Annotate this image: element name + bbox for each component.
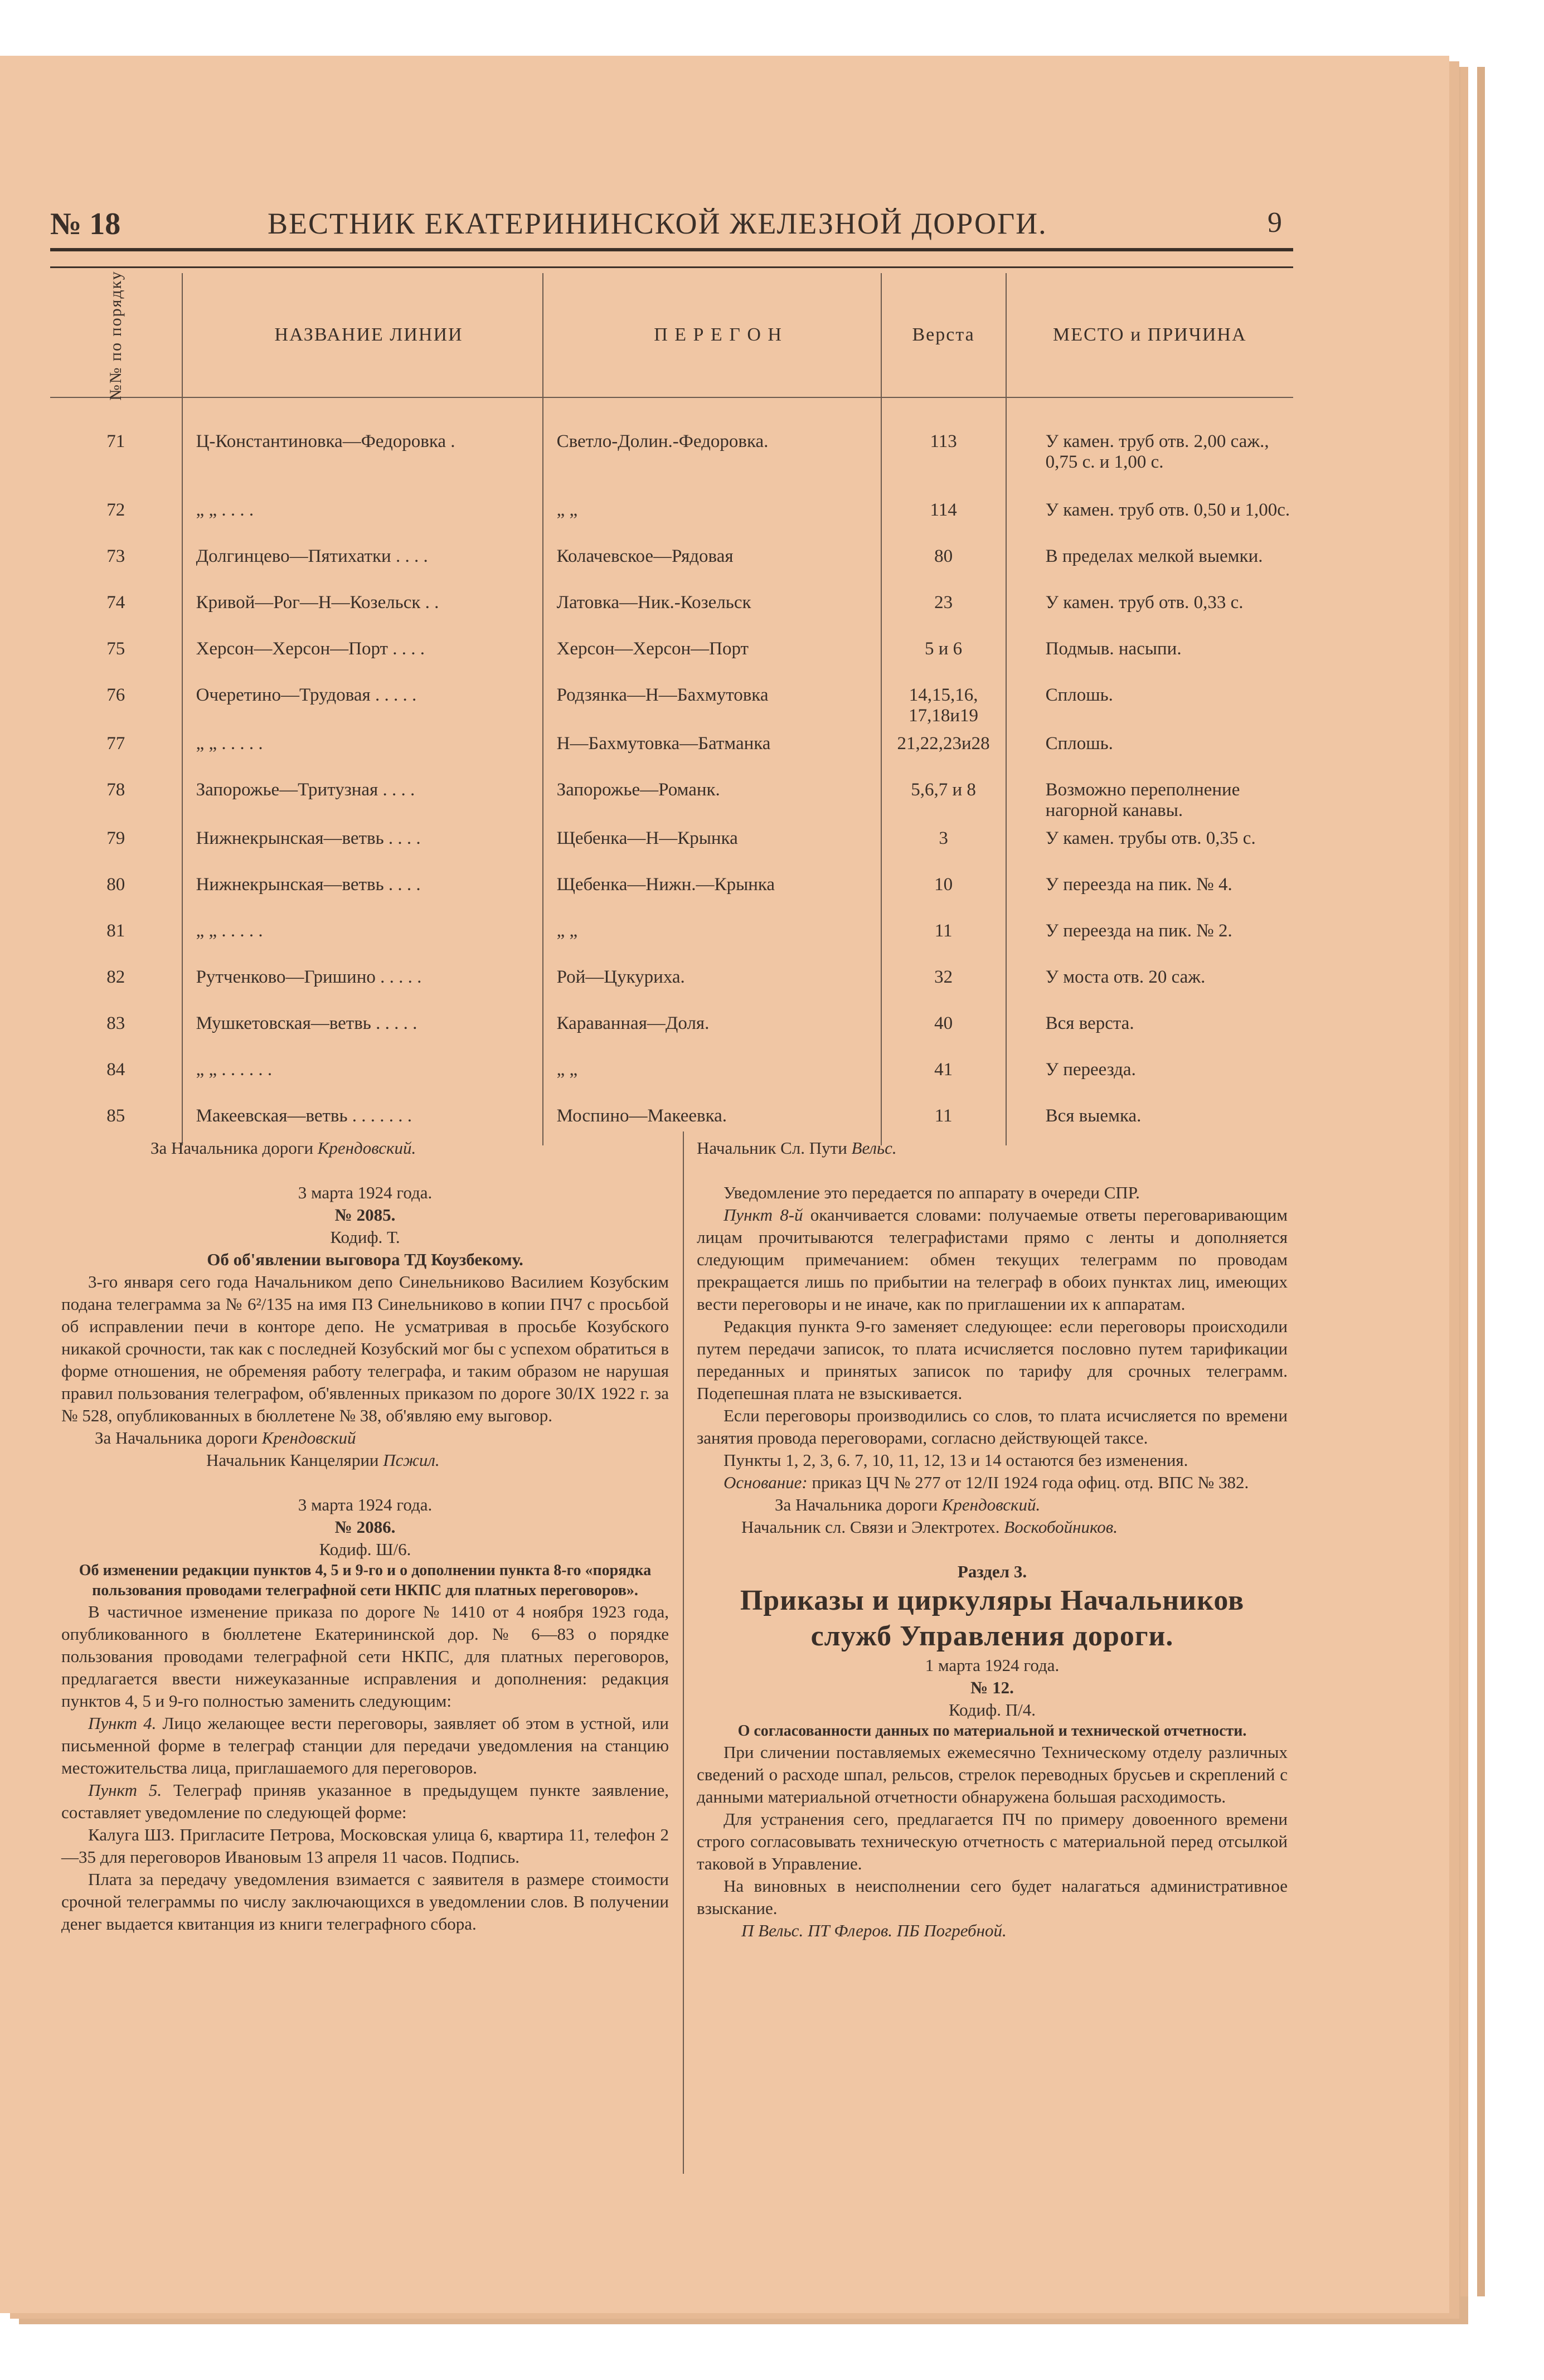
example-text: Калуга ШЗ. Пригласите Петрова, Московская улица 6, квартира 11, телефон 2—35 для переговоров Ивановым 13 апреля 11 часов. Подпись. bbox=[61, 1825, 669, 1867]
order-number: № 2086. bbox=[334, 1517, 396, 1537]
order-body: Редакция пункта 9-го заменяет следующее: если переговоры происходили путем передачи записок, то плата исчисляется пословно путем тарификации переданных и принятых записок по тарифу для срочных телеграмм. Подепешная плата не взыскивается. bbox=[697, 1317, 1288, 1403]
order-codif: Кодиф. Т. bbox=[330, 1227, 400, 1247]
order-body: Уведомление это передается по аппарату в очереди СПР. bbox=[724, 1183, 1140, 1202]
row-number: 82 bbox=[106, 967, 125, 987]
order-body: Пункты 1, 2, 3, 6. 7, 10, 11, 12, 13 и 14 остаются без изменения. bbox=[724, 1450, 1188, 1470]
line-name: Долгинцево—Пятихатки . . . . bbox=[182, 540, 543, 586]
line-name: Херсон—Херсон—Порт . . . . bbox=[182, 632, 543, 678]
reason-text: У камен. трубы отв. 0,35 с. bbox=[1006, 822, 1293, 868]
line-name: Запорожье—Тритузная . . . . bbox=[182, 773, 543, 822]
versta-value: 23 bbox=[881, 586, 1006, 632]
reason-text: Подмыв. насыпи. bbox=[1006, 632, 1293, 678]
section-label: Раздел 3. bbox=[957, 1562, 1027, 1581]
order-body: На виновных в неисполнении сего будет налагаться административное взыскание. bbox=[697, 1876, 1288, 1918]
reason-text: У камен. труб отв. 2,00 саж., 0,75 с. и 1,00 с. bbox=[1006, 397, 1293, 493]
header-rule bbox=[50, 266, 1293, 268]
order-paragraph: Пункт 8-й оканчивается словами: получаемые ответы переговаривающим лицам прочитываются телеграфистами прямо с ленты и дополняется следующим примечанием: обмен текущих телеграмм по проводам прекращается лишь по прибытии на телеграф в обоих пунктах лиц, имеющих вести переговоры и не иначе, как по приглашении их к аппаратам. bbox=[697, 1205, 1288, 1314]
peregon-name: Колачевское—Рядовая bbox=[543, 540, 881, 586]
reason-text: Вся выемка. bbox=[1006, 1099, 1293, 1145]
reason-text: В пределах мелкой выемки. bbox=[1006, 540, 1293, 586]
peregon-name: „ „ bbox=[543, 493, 881, 540]
peregon-name: Моспино—Макеевка. bbox=[543, 1099, 881, 1145]
peregon-name: Рой—Цукуриха. bbox=[543, 960, 881, 1007]
column-divider bbox=[683, 1131, 684, 2174]
col-header-line: НАЗВАНИЕ ЛИНИИ bbox=[182, 273, 543, 397]
line-name: „ „ . . . . . bbox=[182, 914, 543, 960]
reason-text: Сплошь. bbox=[1006, 727, 1293, 773]
peregon-name: Латовка—Ник.-Козельск bbox=[543, 586, 881, 632]
peregon-name: Н—Бахмутовка—Батманка bbox=[543, 727, 881, 773]
versta-value: 14,15,16, 17,18и19 bbox=[881, 678, 1006, 727]
order-title: О согласованности данных по материальной и технической отчетности. bbox=[737, 1722, 1247, 1740]
line-name: „ „ . . . . . bbox=[182, 727, 543, 773]
signature-line: Начальник Сл. Пути Вельс. bbox=[697, 1138, 897, 1158]
peregon-name: Родзянка—Н—Бахмутовка bbox=[543, 678, 881, 727]
row-number: 76 bbox=[106, 685, 125, 705]
reason-text: Сплошь. bbox=[1006, 678, 1293, 727]
order-codif: Кодиф. Ш/6. bbox=[319, 1539, 411, 1559]
table-row bbox=[50, 397, 1293, 493]
order-codif: Кодиф. П/4. bbox=[949, 1700, 1036, 1720]
order-number: № 12. bbox=[970, 1678, 1014, 1697]
row-number: 83 bbox=[106, 1013, 125, 1033]
peregon-name: Херсон—Херсон—Порт bbox=[543, 632, 881, 678]
page-edge bbox=[1477, 67, 1485, 2296]
order-date: 1 марта 1924 года. bbox=[925, 1655, 1060, 1675]
versta-value: 41 bbox=[881, 1053, 1006, 1099]
order-body: Плата за передачу уведомления взимается с заявителя в размере стоимости срочной телеграммы по числу заключающихся в уведомлении слов. В получении денег выдается квитанция из книги телеграфного сбора. bbox=[61, 1869, 669, 1934]
order-paragraph: Пункт 4. Лицо желающее вести переговоры, заявляет об этом в устной, или письменной форме в телеграф станции для передачи уведомления на станцию местожительства лица, приглашаемого для переговоров. bbox=[61, 1713, 669, 1777]
row-number: 74 bbox=[106, 592, 125, 613]
line-name: Кривой—Рог—Н—Козельск . . bbox=[182, 586, 543, 632]
col-header-reason: МЕСТО и ПРИЧИНА bbox=[1006, 273, 1293, 397]
peregon-name: „ „ bbox=[543, 1053, 881, 1099]
row-number: 85 bbox=[106, 1106, 125, 1126]
order-date: 3 марта 1924 года. bbox=[298, 1183, 433, 1202]
order-body: Для устранения сего, предлагается ПЧ по примеру довоенного времени строго согласовывать техническую отчетность с материальной перед отсылкой таковой в Управление. bbox=[697, 1809, 1288, 1873]
versta-value: 5,6,7 и 8 bbox=[881, 773, 1006, 822]
versta-value: 21,22,23и28 bbox=[881, 727, 1006, 773]
peregon-name: Щебенка—Н—Крынка bbox=[543, 822, 881, 868]
distance-table bbox=[50, 270, 1293, 1145]
peregon-name: Запорожье—Романк. bbox=[543, 773, 881, 822]
row-number: 72 bbox=[106, 500, 125, 520]
row-number: 81 bbox=[106, 921, 125, 941]
table-row bbox=[50, 960, 1293, 1007]
reason-text: Вся верста. bbox=[1006, 1007, 1293, 1053]
section-title: Приказы и циркуляры Начальников служб Управления дороги. bbox=[740, 1585, 1245, 1652]
table-row bbox=[50, 586, 1293, 632]
peregon-name: Светло-Долин.-Федоровка. bbox=[543, 397, 881, 493]
order-body: В частичное изменение приказа по дороге № 1410 от 4 ноября 1923 года, опубликованного в бюллетене Екатерининской дор. № 6—83 о порядке пользования проводами телеграфной сети НКПС, для платных переговоров, предлагается ввести нижеуказанные исправления и дополнения: редакция пунктов 4, 5 и 9-го полностью заменить следующим: bbox=[61, 1602, 669, 1711]
row-number: 80 bbox=[106, 875, 125, 895]
reason-text: У переезда на пик. № 4. bbox=[1006, 868, 1293, 914]
line-name: Нижнекрынская—ветвь . . . . bbox=[182, 822, 543, 868]
table-row bbox=[50, 868, 1293, 914]
versta-value: 32 bbox=[881, 960, 1006, 1007]
row-number: 73 bbox=[106, 546, 125, 566]
signature-line: Начальник Канцелярии Псжил. bbox=[206, 1450, 440, 1470]
reason-text: Возможно переполнение нагорной канавы. bbox=[1006, 773, 1293, 822]
row-number: 71 bbox=[106, 431, 125, 451]
versta-value: 11 bbox=[881, 1099, 1006, 1145]
reason-text: У переезда на пик. № 2. bbox=[1006, 914, 1293, 960]
col-header-peregon: П Е Р Е Г О Н bbox=[543, 273, 881, 397]
line-name: Ц-Константиновка—Федоровка . bbox=[182, 397, 543, 493]
signature-line: За Начальника дороги Крендовский. bbox=[775, 1495, 1041, 1514]
page-header bbox=[50, 206, 1293, 245]
row-number: 79 bbox=[106, 828, 125, 848]
versta-value: 40 bbox=[881, 1007, 1006, 1053]
line-name: Макеевская—ветвь . . . . . . . bbox=[182, 1099, 543, 1145]
reason-text: У моста отв. 20 саж. bbox=[1006, 960, 1293, 1007]
reason-text: У переезда. bbox=[1006, 1053, 1293, 1099]
signature-line: За Начальника дороги Крендовский bbox=[95, 1428, 356, 1448]
table-row bbox=[50, 540, 1293, 586]
row-number: 75 bbox=[106, 639, 125, 659]
order-basis: Основание: приказ ЦЧ № 277 от 12/II 1924 года офиц. отд. ВПС № 382. bbox=[724, 1473, 1249, 1492]
table-row bbox=[50, 1007, 1293, 1053]
order-body: Если переговоры производились со слов, то плата исчисляется по времени занятия провода переговорами, согласно действующей таксе. bbox=[697, 1406, 1288, 1448]
table-row bbox=[50, 1053, 1293, 1099]
order-title: Об изменении редакции пунктов 4, 5 и 9-го и о дополнении пункта 8-го «порядка пользования проводами телеграфной сети НКПС для платных переговоров». bbox=[79, 1562, 652, 1599]
table-row bbox=[50, 727, 1293, 773]
versta-value: 80 bbox=[881, 540, 1006, 586]
order-body: При сличении поставляемых ежемесячно Техническому отделу различных сведений о расходе шпал, рельсов, стрелок переводных брусьев и скреплений с данными материальной отчетности обнаружена большая расходимость. bbox=[697, 1742, 1288, 1806]
reason-text: У камен. труб отв. 0,50 и 1,00с. bbox=[1006, 493, 1293, 540]
right-column bbox=[697, 1137, 1288, 1942]
signature-line: Начальник сл. Связи и Электротех. Воскобойников. bbox=[741, 1517, 1118, 1537]
table-row bbox=[50, 493, 1293, 540]
page-number: 9 bbox=[1268, 207, 1282, 239]
line-name: Мушкетовская—ветвь . . . . . bbox=[182, 1007, 543, 1053]
col-header-num: №№ по порядку bbox=[50, 273, 182, 397]
reason-text: У камен. труб отв. 0,33 с. bbox=[1006, 586, 1293, 632]
col-header-versta: Верста bbox=[881, 273, 1006, 397]
order-number: № 2085. bbox=[334, 1205, 396, 1225]
issue-number: № 18 bbox=[50, 207, 121, 241]
order-date: 3 марта 1924 года. bbox=[298, 1495, 433, 1514]
left-column bbox=[61, 1137, 669, 1935]
line-name: „ „ . . . . bbox=[182, 493, 543, 540]
versta-value: 11 bbox=[881, 914, 1006, 960]
row-number: 78 bbox=[106, 780, 125, 800]
table-row bbox=[50, 822, 1293, 868]
versta-value: 5 и 6 bbox=[881, 632, 1006, 678]
peregon-name: Щебенка—Нижн.—Крынка bbox=[543, 868, 881, 914]
line-name: „ „ . . . . . . bbox=[182, 1053, 543, 1099]
versta-value: 114 bbox=[881, 493, 1006, 540]
line-name: Рутченково—Гришино . . . . . bbox=[182, 960, 543, 1007]
order-paragraph: Пункт 5. Телеграф приняв указанное в предыдущем пункте заявление, составляет уведомление по следующей форме: bbox=[61, 1780, 669, 1822]
header-rule bbox=[50, 248, 1293, 251]
line-name: Очеретино—Трудовая . . . . . bbox=[182, 678, 543, 727]
table-row bbox=[50, 678, 1293, 727]
row-number: 77 bbox=[106, 734, 125, 754]
order-body: 3-го января сего года Начальником депо Синельниково Василием Козубским подана телеграмма за № 6²/135 на имя ПЗ Синельниково в копии ПЧ7 с просьбой об исправлении печи в конторе депо. Не усматривая в просьбе Козубского никакой срочности, так как с последней Козубский мог бы с успехом обратиться в форме отношения, не обременяя работу телеграфа, и таким образом не нарушая правил пользования телеграфом, об'явленных приказом по дороге 30/IX 1922 г. за № 528, опубликованных в бюллетене № 38, об'являю ему выговор. bbox=[61, 1272, 669, 1425]
table-header-row bbox=[50, 273, 1293, 397]
table-row bbox=[50, 914, 1293, 960]
order-title: Об об'явлении выговора ТД Коузбекому. bbox=[207, 1250, 523, 1269]
versta-value: 3 bbox=[881, 822, 1006, 868]
versta-value: 113 bbox=[881, 397, 1006, 493]
peregon-name: „ „ bbox=[543, 914, 881, 960]
table-row bbox=[50, 632, 1293, 678]
signature-line: За Начальника дороги Крендовский. bbox=[150, 1138, 416, 1158]
line-name: Нижнекрынская—ветвь . . . . bbox=[182, 868, 543, 914]
page-title: ВЕСТНИК ЕКАТЕРИНИНСКОЙ ЖЕЛЕЗНОЙ ДОРОГИ. bbox=[268, 207, 1047, 240]
page-edge bbox=[1460, 67, 1468, 2296]
versta-value: 10 bbox=[881, 868, 1006, 914]
signature-line: П Вельс. ПТ Флеров. ПБ Погребной. bbox=[741, 1921, 1007, 1940]
peregon-name: Караванная—Доля. bbox=[543, 1007, 881, 1053]
table-row bbox=[50, 773, 1293, 822]
row-number: 84 bbox=[106, 1060, 125, 1080]
